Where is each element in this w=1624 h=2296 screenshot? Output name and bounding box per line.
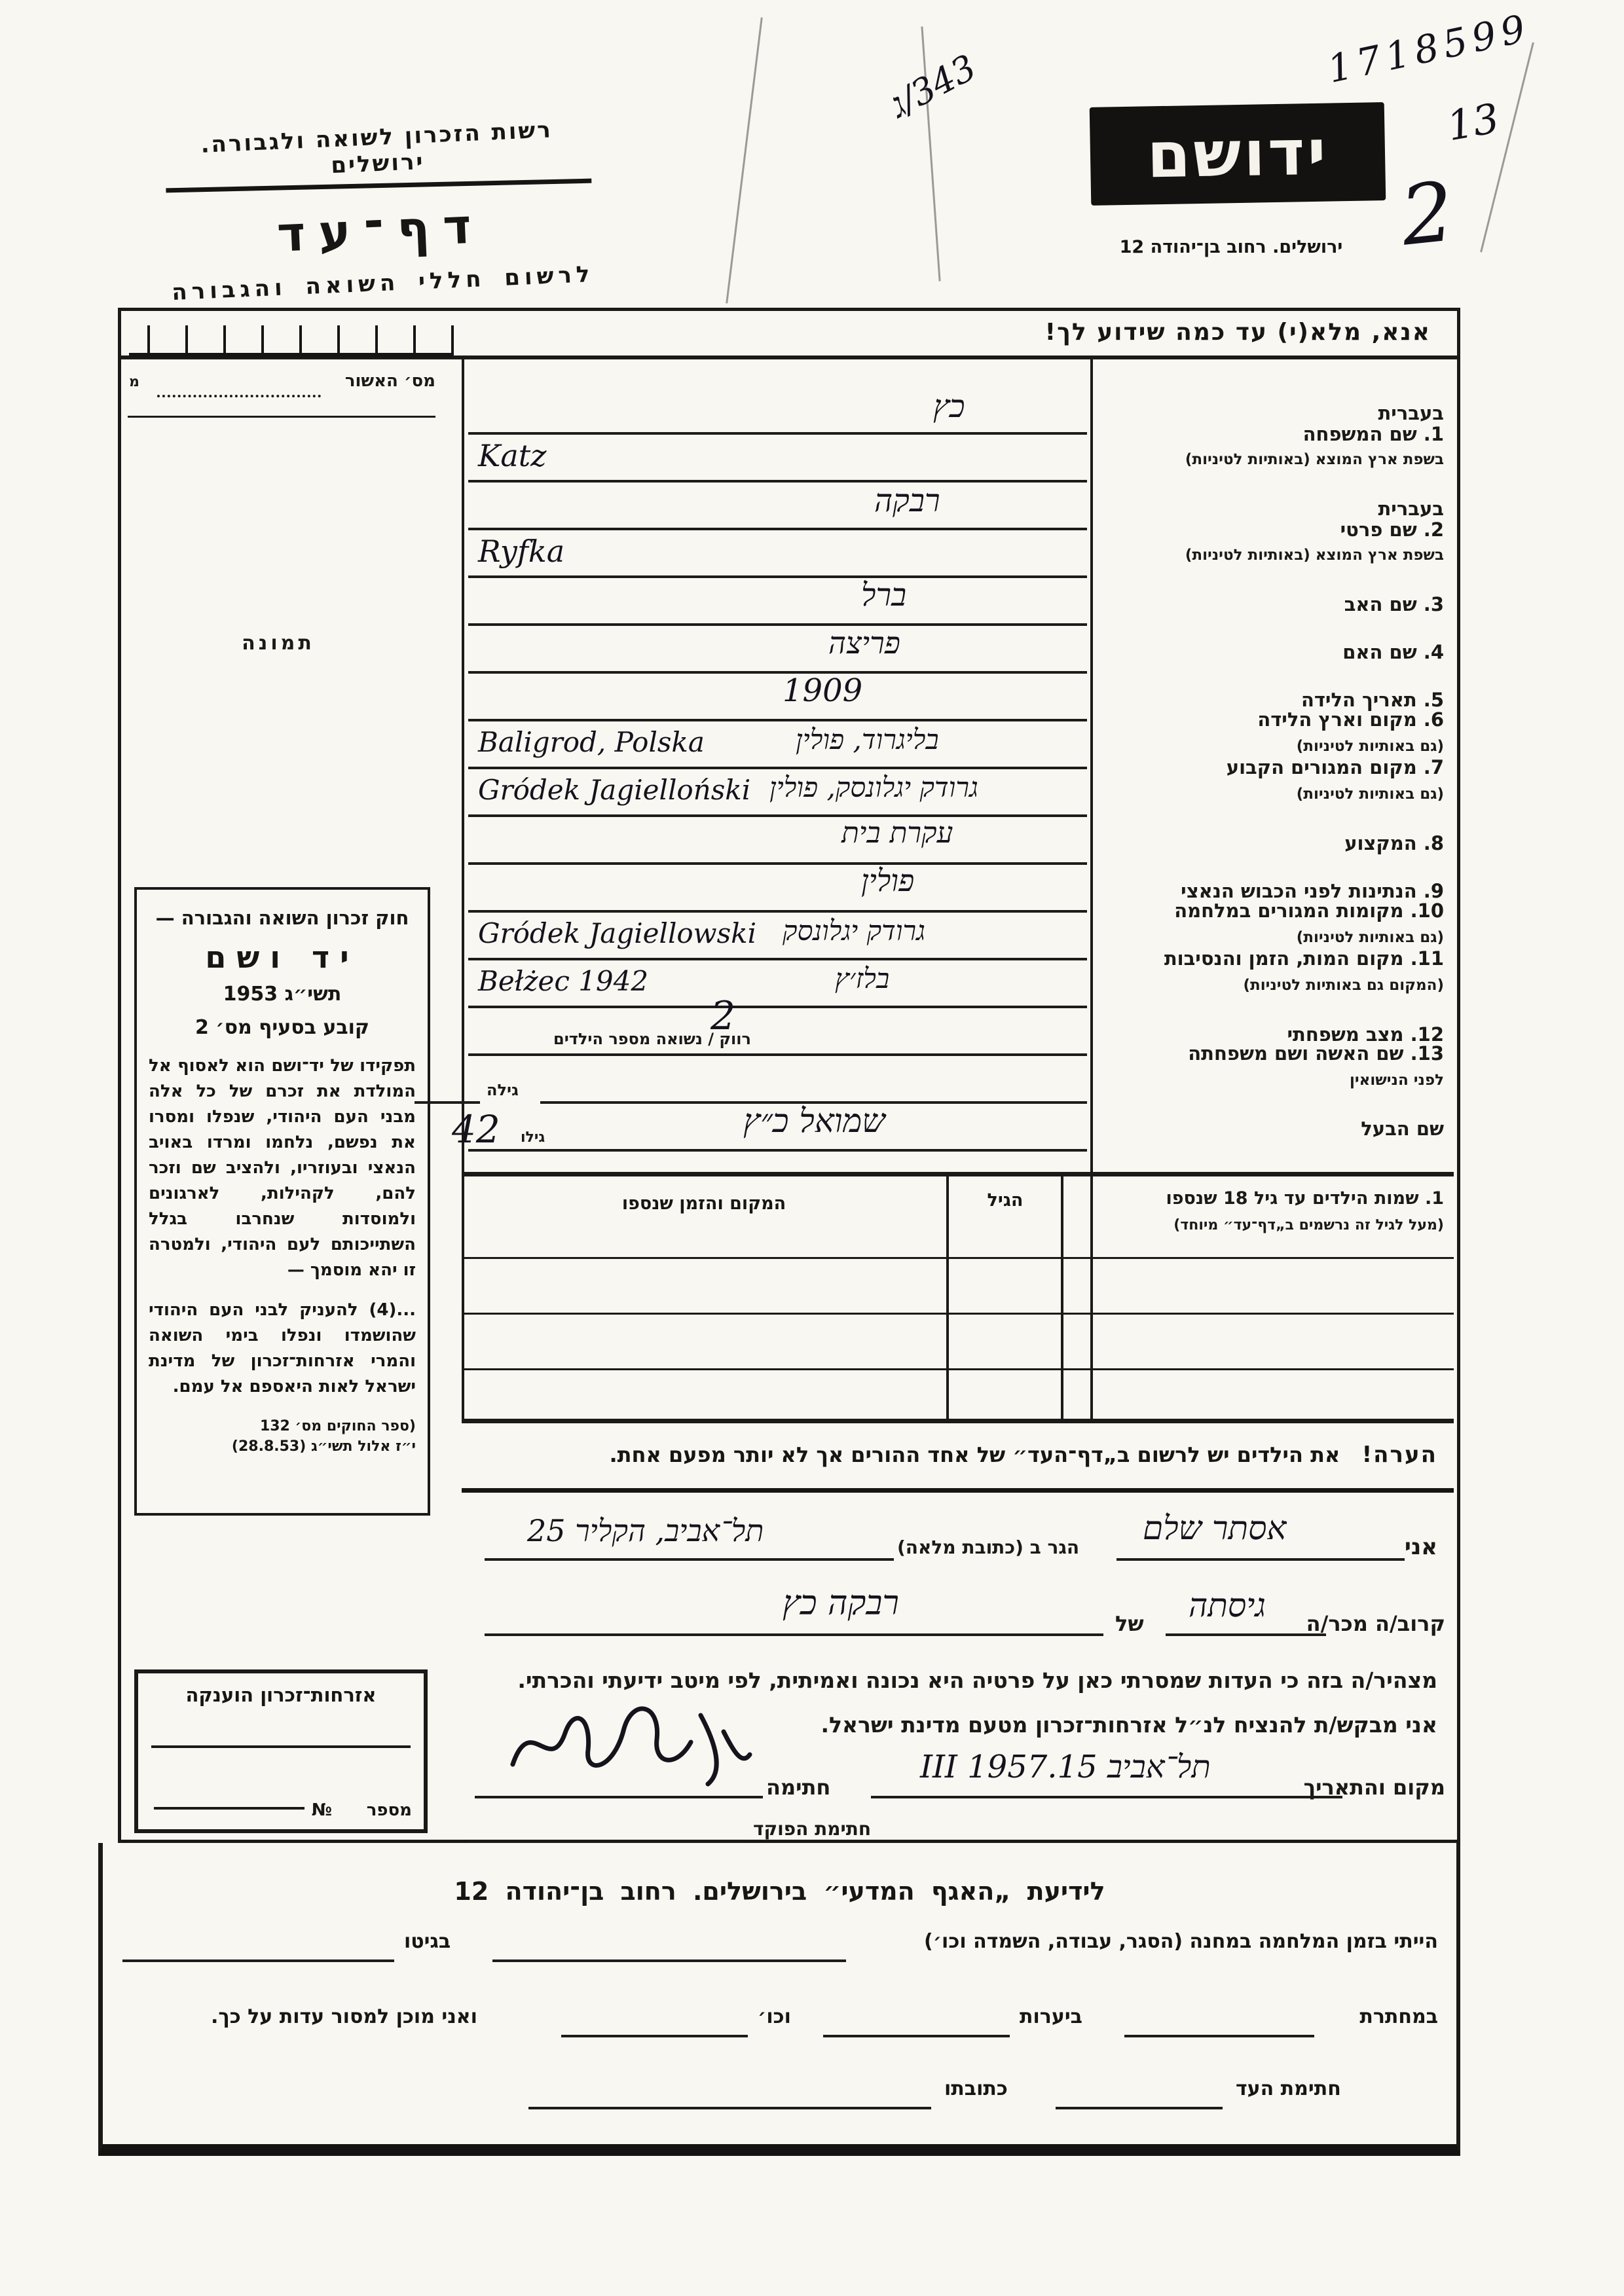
- address-label: הגר ב (כתובת מלאה): [897, 1537, 1080, 1558]
- handwritten-serial-number: 1718599: [1323, 5, 1534, 92]
- answer-children-count: 2: [710, 993, 736, 1039]
- law-body-1: תפקידו של יד־ושם הוא לאסוף אל המולדת את זכרם של כל אלה מבני העם היהודי, שנפלו ומסרו את נפשם, נלחמו ומרדו באויב הנאצי ובעוזריו, ולהציב שם וזכר להם, לקהילות, לארגונים ולמוסדות שנחרבו בגלל השתייכותם לעם היהודי, ולמטרה זו יהא מוסמך —: [149, 1056, 416, 1280]
- note: [462, 1442, 1437, 1468]
- answer-firstname-latin: Ryfka: [478, 534, 565, 569]
- law-section: קובע בסעיף מס׳ 2: [194, 1016, 370, 1039]
- field-label-occupation: 8. המקצוע: [1344, 832, 1444, 854]
- answer-occupation: עקרת בית: [841, 816, 953, 850]
- table-column-divider: [946, 1172, 949, 1421]
- authority-name: רשות הזכרון לשואה ולגבורה. ירושלים: [200, 117, 553, 179]
- field-label-firstname: 2. שם פרטי: [1340, 519, 1444, 541]
- table-bottom-border: [462, 1419, 1454, 1423]
- column-header-place-time: המקום והזמן שנספו: [621, 1194, 786, 1214]
- victim-name-line: [485, 1633, 1103, 1636]
- her-age-line: [415, 1101, 480, 1104]
- law-year: תשי״ג 1953: [223, 983, 342, 1006]
- field-label-birthplace: 6. מקום וארץ הלידה: [1257, 708, 1444, 731]
- logo-address: ירושלים. רחוב בן־יהודה 12: [1119, 237, 1343, 257]
- label-column-divider: [1090, 359, 1093, 1172]
- table-column-divider: [1090, 1172, 1093, 1421]
- approval-number-line: [157, 395, 321, 397]
- relation-line: [1166, 1633, 1326, 1636]
- scientific-department-section: [98, 1843, 1460, 2156]
- logo-text: ידושם: [1146, 115, 1329, 192]
- of-label: של: [1115, 1611, 1144, 1636]
- children-names-label: 1. שמות הילדים עד גיל 18 שנספו: [1166, 1188, 1444, 1209]
- ruler-tick-strip: [129, 325, 454, 357]
- law-body-2: ‏...(4) להעניק לבני העם היהודי שהושמדו ונפלו בימי השואה והמרי אזרחות־זכרון של מדינת ישראל לאות היאספם אל עמם.: [149, 1300, 416, 1396]
- grant-number-label: מספר: [366, 1800, 412, 1820]
- grant-line: [151, 1745, 411, 1748]
- field-sublabel: (גם באותיות לטיניות): [1296, 738, 1444, 755]
- forests-label: ביערות: [1020, 2005, 1082, 2028]
- citizenship-grant-box: [134, 1669, 428, 1833]
- answer-surname-hebrew: כץ: [933, 388, 965, 425]
- field-label-wife-name: 13. שם האשה ושם משפחתה: [1188, 1042, 1444, 1065]
- etc-line: [561, 2035, 748, 2037]
- answer-line: [468, 1006, 1087, 1008]
- main-form: [118, 308, 1460, 1843]
- underground-line: [1124, 2035, 1314, 2037]
- marital-status-hint: רווק / נשואה מספר הילדים: [553, 1030, 751, 1048]
- witness-address-label: כתובתו: [944, 2077, 1008, 2100]
- answer-line: [468, 528, 1087, 530]
- answer-death-place-hebrew: בלז׳ץ: [835, 962, 890, 994]
- answer-birth-year: 1909: [783, 672, 863, 709]
- field-sublabel: (גם באותיות לטיניות): [1296, 786, 1444, 803]
- her-age-label: גילה: [487, 1081, 519, 1099]
- handwritten-file-number: 343/ג: [883, 46, 983, 126]
- etc-label: וכו׳: [758, 2005, 791, 2028]
- answer-line: [468, 575, 1087, 578]
- camp-label: הייתי בזמן המלחמה במחנה (הסגר, עבודה, השמדה וכו׳): [924, 1930, 1438, 1953]
- answer-line: [468, 862, 1087, 865]
- field-label-husband: שם הבעל: [1361, 1118, 1444, 1140]
- answer-husband-age: 42: [452, 1107, 500, 1152]
- answer-line: [468, 958, 1087, 960]
- field-sublabel: (המקום גם באותיות לטיניות): [1243, 977, 1444, 994]
- answer-line: [468, 623, 1087, 626]
- divider: [128, 416, 435, 418]
- answer-wartime-residence-hebrew: גרודק יגלונסק: [783, 915, 926, 947]
- answer-line: [468, 910, 1087, 913]
- declarant-i-label: אני: [1404, 1534, 1437, 1560]
- witness-signature-line: [1056, 2107, 1223, 2109]
- place-date-label: מקום והתאריך: [1303, 1775, 1445, 1800]
- ghetto-label: בגיטו: [404, 1930, 451, 1953]
- yad-vashem-stamp-logo: [1090, 102, 1386, 206]
- scan-crease: [1480, 43, 1534, 253]
- witness-signature-label: חתימת העד: [1236, 2077, 1341, 2100]
- law-yad-vashem: יד ושם: [205, 939, 360, 975]
- place-date-handwritten: תל־אביב 15.III 1957: [920, 1749, 1211, 1785]
- handwritten-mark: 2: [1396, 164, 1458, 264]
- field-label-marital-status: 12. מצב משפחתי: [1287, 1023, 1444, 1046]
- field-label-mother: 4. שם האם: [1342, 641, 1444, 663]
- field-label-birthdate: 5. תאריך הלידה: [1301, 689, 1444, 711]
- answer-residence-latin: Gródek Jagielloński: [478, 774, 751, 806]
- clerk-signature-label: חתימת הפוקד: [753, 1818, 872, 1840]
- field-sublabel: לפני הנישואין: [1350, 1072, 1444, 1089]
- answer-nationality: פולין: [861, 863, 915, 898]
- answer-father-name: ברל: [861, 577, 907, 613]
- grant-title: אזרחות־זכרון הוענקה: [185, 1684, 377, 1706]
- victim-name-handwritten: רבקה כץ: [783, 1584, 899, 1623]
- field-label-father: 3. שם האב: [1344, 593, 1444, 615]
- field-label-hebrew: בעברית: [1378, 498, 1444, 520]
- answer-line: [468, 814, 1087, 817]
- ghetto-line: [122, 1959, 394, 1962]
- signature-label: חתימה: [766, 1775, 831, 1800]
- field-label-surname: 1. שם המשפחה: [1302, 423, 1444, 445]
- answer-wartime-residence-latin: Gródek Jagiellowski: [478, 917, 757, 949]
- sidebar-divider: [462, 359, 464, 1421]
- camp-line: [492, 1959, 846, 1962]
- answer-birthplace-hebrew: בליגרוד, פולין: [796, 723, 939, 756]
- field-label-hebrew: בעברית: [1378, 402, 1444, 424]
- answer-line: [468, 719, 1087, 721]
- law-ref-2: י״ז אלול תשי״ג (28.8.53): [231, 1438, 416, 1455]
- table-row-line: [462, 1368, 1454, 1370]
- form-title: דף־עד: [276, 198, 486, 263]
- answer-death-place-latin: Bełżec 1942: [478, 965, 649, 997]
- field-label-residence: 7. מקום המגורים הקבוע: [1226, 756, 1444, 778]
- note-body: את הילדים יש לרשום ב„דף־העד״ של אחד ההורים אך לא יותר מפעם אחת.: [609, 1442, 1340, 1467]
- declarant-name-handwritten: אסתר שלם: [1143, 1509, 1287, 1547]
- commemoration-request: אני מבקש/ת להנציח לנ״ל אזרחות־זכרון מטעם מדינת ישראל.: [821, 1712, 1437, 1738]
- answer-line: [468, 1053, 1087, 1056]
- field-sublabel: (גם באותיות לטיניות): [1296, 929, 1444, 946]
- column-header-age: הגיל: [987, 1190, 1024, 1211]
- issuing-authority-block: [164, 115, 597, 306]
- section-title: לידיעת „האגף המדעי״ בירושלים. רחוב בן־יהודה 12: [454, 1877, 1105, 1906]
- signature-line: [475, 1796, 763, 1798]
- ready-to-testify-label: ואני מוכן למסור עדות על כך.: [211, 2005, 477, 2028]
- witness-signature: [501, 1692, 756, 1797]
- law-title: חוק זכרון השואה והגבורה —: [155, 907, 409, 929]
- table-row-line: [462, 1313, 1454, 1315]
- answer-line: [468, 1149, 1087, 1152]
- table-column-divider: [1061, 1172, 1063, 1421]
- answer-line: [468, 767, 1087, 769]
- children-names-sublabel: (מעל לגיל זה נרשמים ב„דף־עד״ מיוחד): [1173, 1217, 1444, 1233]
- photo-placeholder-label: תמונה: [242, 632, 315, 655]
- answer-line: [468, 480, 1087, 483]
- divider: [462, 1488, 1454, 1493]
- relation-handwritten: גיסתה: [1189, 1586, 1266, 1624]
- grant-number-sign: №: [311, 1800, 332, 1820]
- scan-crease: [726, 17, 763, 303]
- handwritten-batch-number: 13: [1443, 94, 1503, 151]
- table-top-border: [462, 1172, 1454, 1176]
- declarant-name-line: [1116, 1558, 1405, 1561]
- answer-surname-latin: Katz: [478, 438, 547, 473]
- forests-line: [823, 2035, 1010, 2037]
- declaration-statement: מצהיר/ה בזה כי העדות שמסרתי כאן על פרטיה היא נכונה ואמיתית, לפי מיטב ידיעתי והכרתי.: [517, 1667, 1437, 1693]
- underground-label: במחתרת: [1359, 2005, 1438, 2028]
- place-date-line: [871, 1796, 1342, 1798]
- table-row-line: [462, 1257, 1454, 1259]
- law-ref-1: (ספר החוקים מס׳ 132: [259, 1418, 416, 1434]
- grant-number-line: [154, 1807, 304, 1810]
- answer-line: [468, 432, 1087, 435]
- his-age-label: גילו: [521, 1129, 545, 1146]
- answer-line: [468, 671, 1087, 674]
- approval-suffix: מ: [129, 374, 139, 390]
- answer-firstname-hebrew: רבקה: [874, 483, 940, 519]
- answer-husband-name: שמואל כ״ץ: [743, 1102, 885, 1140]
- witness-address-line: [528, 2107, 931, 2109]
- declarant-address-handwritten: תל־אביב, הקליר 25: [527, 1513, 764, 1548]
- answer-mother-name: פריצה: [828, 625, 900, 661]
- answer-residence-hebrew: גרודק יגלונסק, פולין: [769, 771, 978, 803]
- field-sublabel: בשפת ארץ המוצא (באותיות לטיניות): [1185, 451, 1444, 468]
- field-label-nationality: 9. הנתינות לפני הכבוש הנאצי: [1181, 880, 1444, 902]
- field-label-death: 11. מקום המות, הזמן והנסיבות: [1164, 947, 1444, 970]
- fill-in-instruction: אנא, מלא(י) עד כמה שידוע לך!: [1044, 319, 1431, 346]
- answer-birthplace-latin: Baligrod, Polska: [478, 726, 705, 758]
- form-subtitle: לרשום חללי השואה והגבורה: [171, 261, 595, 306]
- field-label-wartime-residence: 10. מקומות המגורים במלחמה: [1174, 900, 1444, 922]
- field-sublabel: בשפת ארץ המוצא (באותיות לטיניות): [1185, 547, 1444, 564]
- declarant-address-line: [485, 1558, 894, 1561]
- law-excerpt-box: [134, 887, 430, 1516]
- relation-label: קרוב/ה מכר/ה: [1306, 1611, 1445, 1636]
- note-head: הערה!: [1361, 1442, 1437, 1468]
- approval-number-label: מס׳ האשור: [344, 371, 435, 391]
